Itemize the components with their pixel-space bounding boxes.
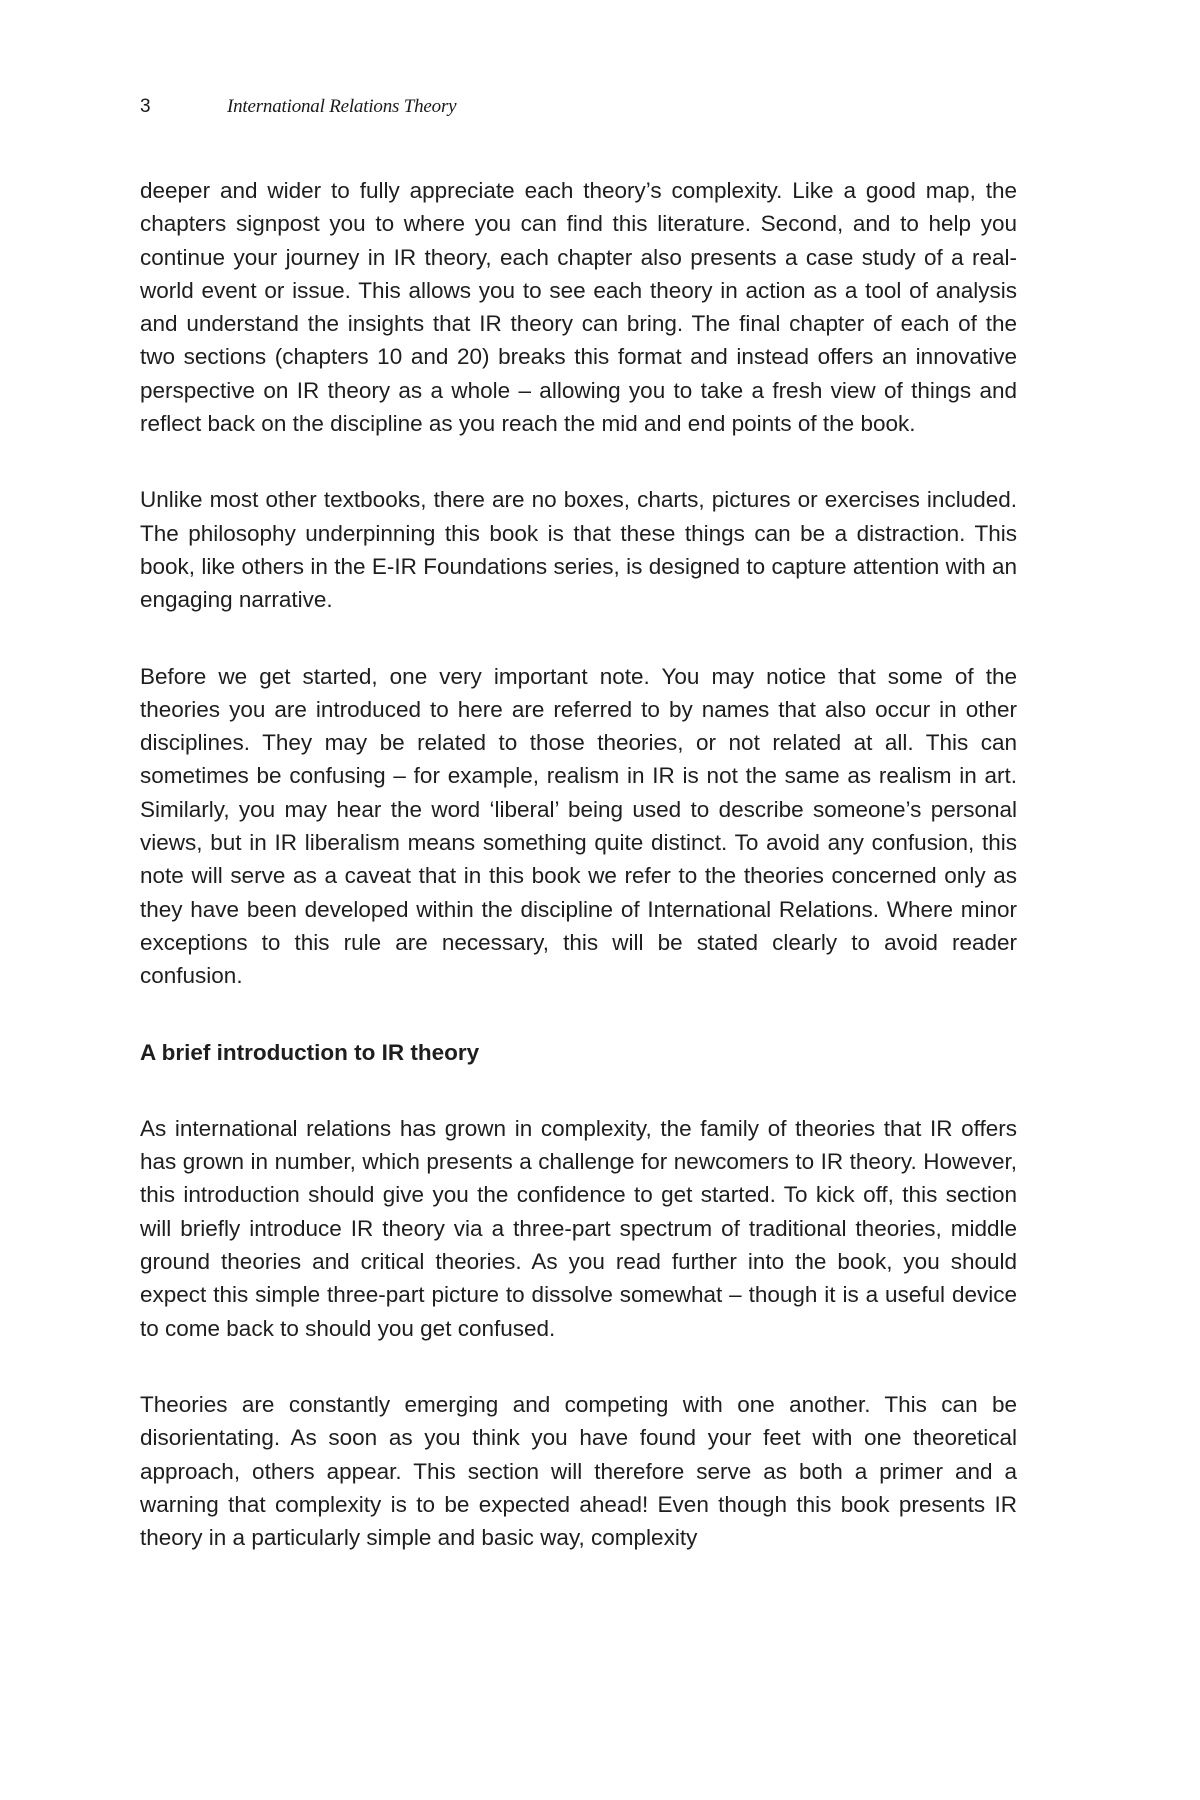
page-number: 3 [140, 96, 151, 117]
body-paragraph: Unlike most other textbooks, there are no boxes, charts, pictures or exercises included. The philosophy underpinning this book is that these things can be a distraction. This book, like others in the E-IR Foundations series, is designed to capture attention with an engaging narrative. [140, 487, 1017, 613]
page-content [140, 174, 1017, 1597]
section-heading: A brief introduction to IR theory [140, 1039, 480, 1065]
body-paragraph: Before we get started, one very important note. You may notice that some of the theories you are introduced to here are referred to by names that also occur in other disciplines. They may be related to those theories, or not related at all. This can sometimes be confusing – for example, realism in IR is not the same as realism in art. Similarly, you may hear the word ‘liberal’ being used to describe someone’s personal views, but in IR liberalism means something quite distinct. To avoid any confusion, this note will serve as a caveat that in this book we refer to the theories concerned only as they have been developed within the discipline of International Relations. Where minor exceptions to this rule are necessary, this will be stated clearly to avoid reader confusion. [140, 663, 1017, 989]
body-paragraph: Theories are constantly emerging and competing with one another. This can be disorientating. As soon as you think you have found your feet with one theoretical approach, others appear. This section will therefore serve as both a primer and a warning that complexity is to be expected ahead! Even though this book presents IR theory in a particularly simple and basic way, complexity [140, 1391, 1017, 1551]
book-title: International Relations Theory [227, 96, 457, 117]
body-paragraph: As international relations has grown in complexity, the family of theories that IR offers has grown in number, which presents a challenge for newcomers to IR theory. However, this introduction should give you the confidence to get started. To kick off, this section will briefly introduce IR theory via a three-part spectrum of traditional theories, middle ground theories and critical theories. As you read further into the book, you should expect this simple three-part picture to dissolve somewhat – though it is a useful device to come back to should you get confused. [140, 1115, 1017, 1341]
body-paragraph: deeper and wider to fully appreciate each theory’s complexity. Like a good map, the chapters signpost you to where you can find this literature. Second, and to help you continue your journey in IR theory, each chapter also presents a case study of a real-world event or issue. This allows you to see each theory in action as a tool of analysis and understand the insights that IR theory can bring. The final chapter of each of the two sections (chapters 10 and 20) breaks this format and instead offers an innovative perspective on IR theory as a whole – allowing you to take a fresh view of things and reflect back on the discipline as you reach the mid and end points of the book. [140, 178, 1017, 437]
running-header [140, 96, 456, 126]
